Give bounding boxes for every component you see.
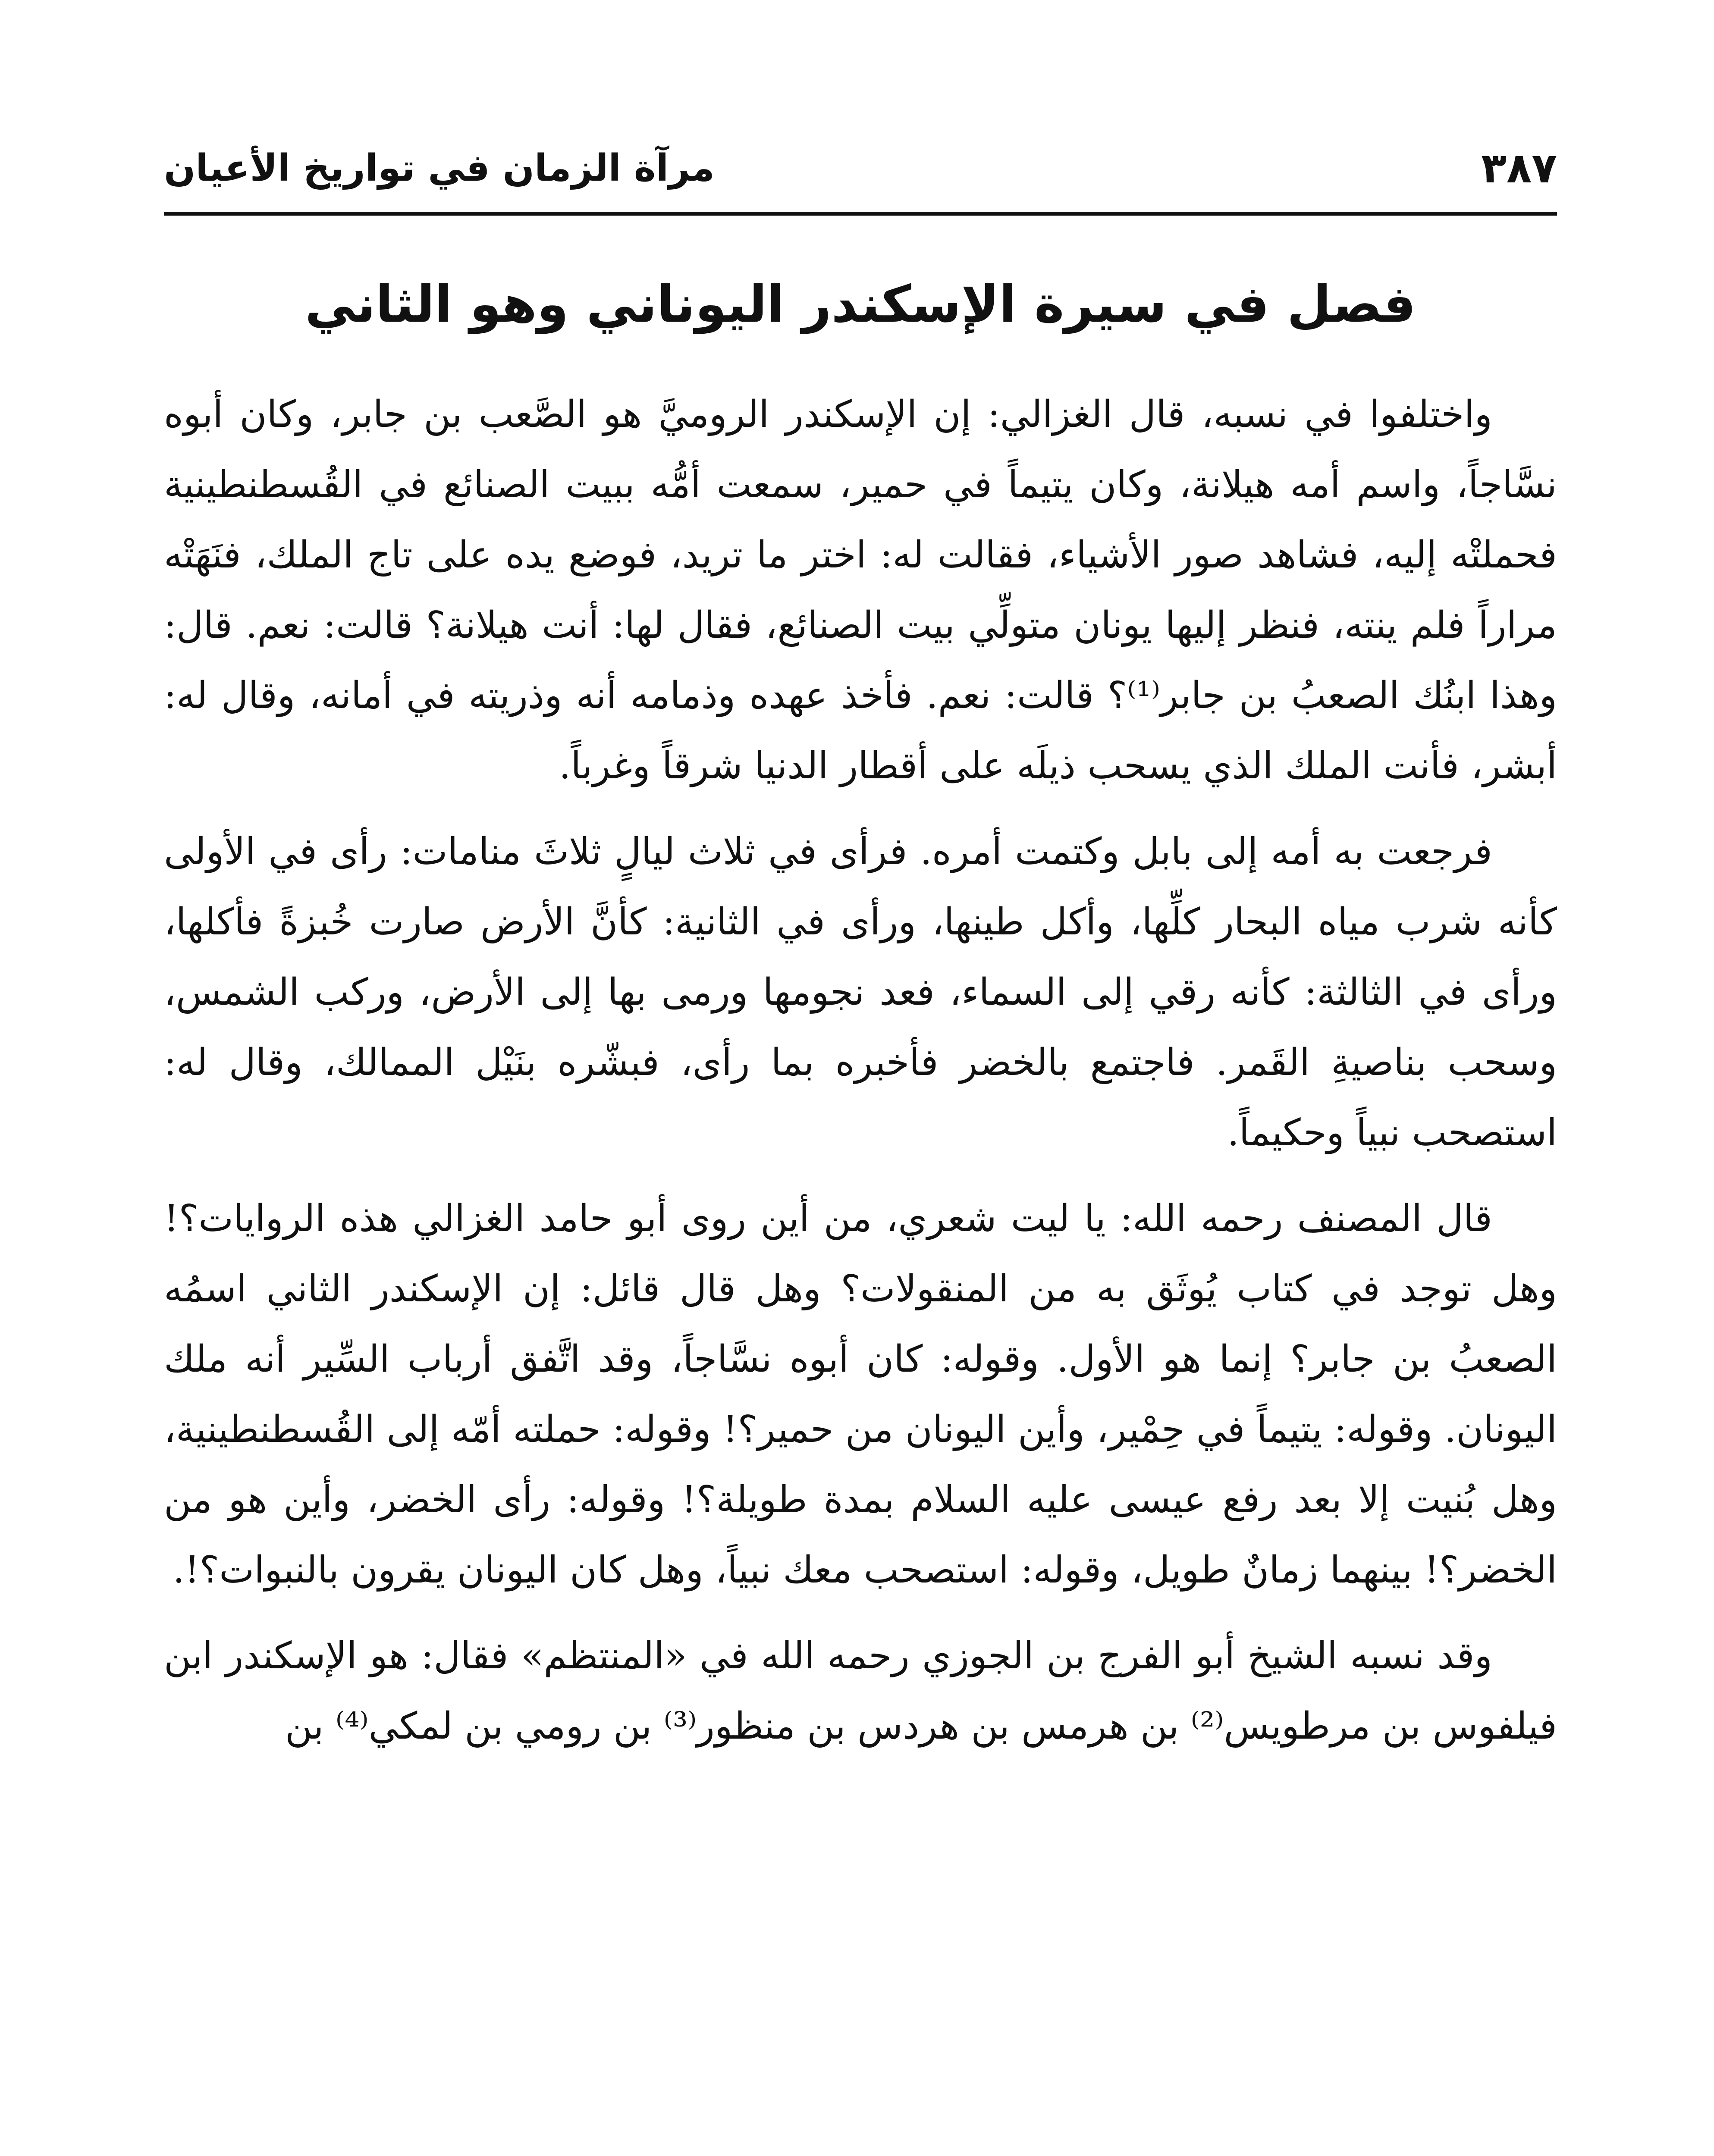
header-rule (164, 212, 1557, 216)
page-header (164, 129, 1557, 216)
paragraph: واختلفوا في نسبه، قال الغزالي: إن الإسكندر الروميَّ هو الصَّعب بن جابر، وكان أبوه نسَّاجاً، واسم أمه هيلانة، وكان يتيماً في حمير، سمعت أمُّه ببيت الصنائع في القُسطنطينية فحملتْه إليه، فشاهد صور الأشياء، فقالت له: اختر ما تريد، فوضع يده على تاج الملك، فنَهَتْه مراراً فلم ينته، فنظر إليها يونان متولِّي بيت الصنائع، فقال لها: أنت هيلانة؟ قالت: نعم. قال: وهذا ابنُك الصعبُ بن جابر⁽¹⁾؟ قالت: نعم. فأخذ عهده وذمامه أنه وذريته في أمانه، وقال له: أبشر، فأنت الملك الذي يسحب ذيلَه على أقطار الدنيا شرقاً وغرباً. (164, 393, 1557, 787)
paragraph: قال المصنف رحمه الله: يا ليت شعري، من أين روى أبو حامد الغزالي هذه الروايات؟! وهل توجد في كتاب يُوثَق به من المنقولات؟ وهل قال قائل: إن الإسكندر الثاني اسمُه الصعبُ بن جابر؟ إنما هو الأول. وقوله: كان أبوه نسَّاجاً، وقد اتَّفق أرباب السِّير أنه ملك اليونان. وقوله: يتيماً في حِمْير، وأين اليونان من حمير؟! وقوله: حملته أمّه إلى القُسطنطينية، وهل بُنيت إلا بعد رفع عيسى عليه السلام بمدة طويلة؟! وقوله: رأى الخضر، وأين هو من الخضر؟! بينهما زمانٌ طويل، وقوله: استصحب معك نبياً، وهل كان اليونان يقرون بالنبوات؟!. (164, 1197, 1557, 1592)
chapter-title: فصل في سيرة الإسكندر اليوناني وهو الثاني (305, 274, 1416, 334)
paragraph: وقد نسبه الشيخ أبو الفرج بن الجوزي رحمه الله في «المنتظم» فقال: هو الإسكندر ابن فيلفوس بن مرطويس⁽²⁾ بن هرمس بن هردس بن منظور⁽³⁾ بن رومي بن لمكي⁽⁴⁾ بن (164, 1634, 1557, 1748)
page-number: ٣٨٧ (1481, 144, 1557, 192)
paragraph: فرجعت به أمه إلى بابل وكتمت أمره. فرأى في ثلاث ليالٍ ثلاثَ منامات: رأى في الأولى كأنه شرب مياه البحار كلِّها، وأكل طينها، ورأى في الثانية: كأنَّ الأرض صارت خُبزةً فأكلها، ورأى في الثالثة: كأنه رقي إلى السماء، فعد نجومها ورمى بها إلى الأرض، وركب الشمس، وسحب بناصيةِ القَمر. فاجتمع بالخضر فأخبره بما رأى، فبشّره بنَيْل الممالك، وقال له: استصحب نبياً وحكيماً. (164, 830, 1557, 1154)
main-text (164, 379, 1557, 1777)
running-title: مرآة الزمان في تواريخ الأعيان (164, 147, 715, 190)
